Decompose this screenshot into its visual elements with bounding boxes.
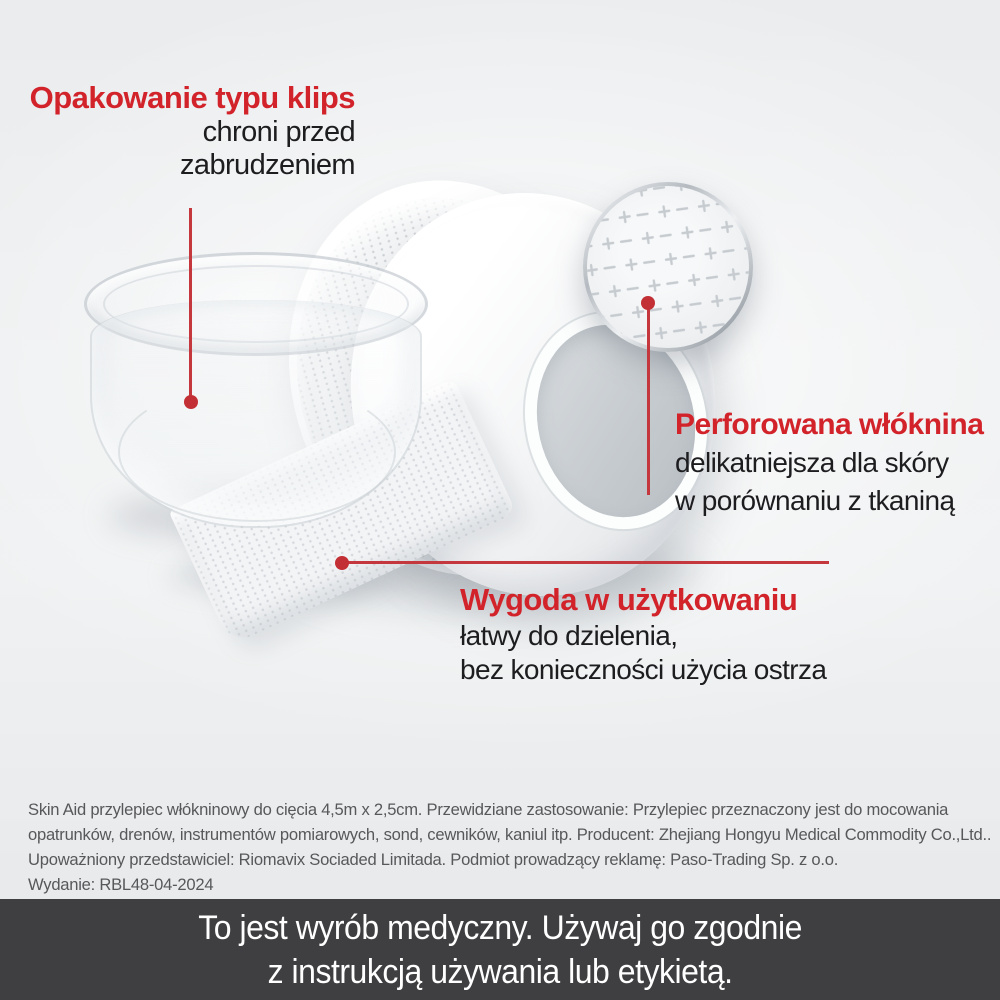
leader-line-clip — [189, 208, 192, 402]
disclaimer-line-1: To jest wyrób medyczny. Używaj go zgodnie — [198, 908, 802, 947]
callout-usage-comfort — [460, 580, 826, 687]
clip-case-base — [118, 382, 396, 522]
callout-comfort-line2: bez konieczności użycia ostrza — [460, 654, 827, 685]
legal-line-3: Upoważniony przedstawiciel: Riomavix Sociaded Limitada. Podmiot prowadzący reklamę: Paso-Trading Sp. z o.o. — [28, 850, 839, 869]
callout-fleece-line2: w porównaniu z tkaniną — [675, 485, 955, 516]
medical-disclaimer-text — [198, 906, 802, 994]
callout-clip-title: Opakowanie typu klips — [29, 80, 355, 115]
disclaimer-line-2: z instrukcją używania lub etykietą. — [267, 952, 733, 991]
callout-clip-packaging — [30, 80, 355, 182]
callout-comfort-title: Wygoda w użytkowaniu — [460, 582, 798, 617]
callout-perforated-fleece — [675, 406, 983, 520]
medical-disclaimer-bar — [0, 899, 1000, 1000]
legal-text — [28, 797, 991, 897]
legal-line-4: Wydanie: RBL48-04-2024 — [28, 875, 214, 894]
legal-line-2: opatrunków, drenów, instrumentów pomiarowych, sond, cewników, kaniul itp. Producent: Zhejiang Hongyu Medical Commodity Co.,Ltd.. — [28, 825, 992, 844]
callout-fleece-line1: delikatniejsza dla skóry — [675, 447, 949, 478]
leader-line-fleece — [647, 303, 650, 495]
callout-comfort-line1: łatwy do dzielenia, — [460, 620, 678, 651]
perforation-texture — [587, 186, 749, 348]
leader-dot-comfort — [335, 556, 349, 570]
magnifier-inset — [583, 182, 753, 352]
callout-fleece-title: Perforowana włóknina — [675, 408, 984, 441]
legal-line-1: Skin Aid przylepiec włókninowy do cięcia 4,5m x 2,5cm. Przewidziane zastosowanie: Przylepiec przeznaczony jest do mocowania — [28, 800, 949, 819]
leader-line-comfort — [342, 561, 829, 564]
callout-clip-line1: chroni przed — [202, 116, 355, 148]
leader-dot-fleece — [641, 296, 655, 310]
callout-clip-line2: zabrudzeniem — [180, 149, 355, 181]
leader-dot-clip — [184, 395, 198, 409]
